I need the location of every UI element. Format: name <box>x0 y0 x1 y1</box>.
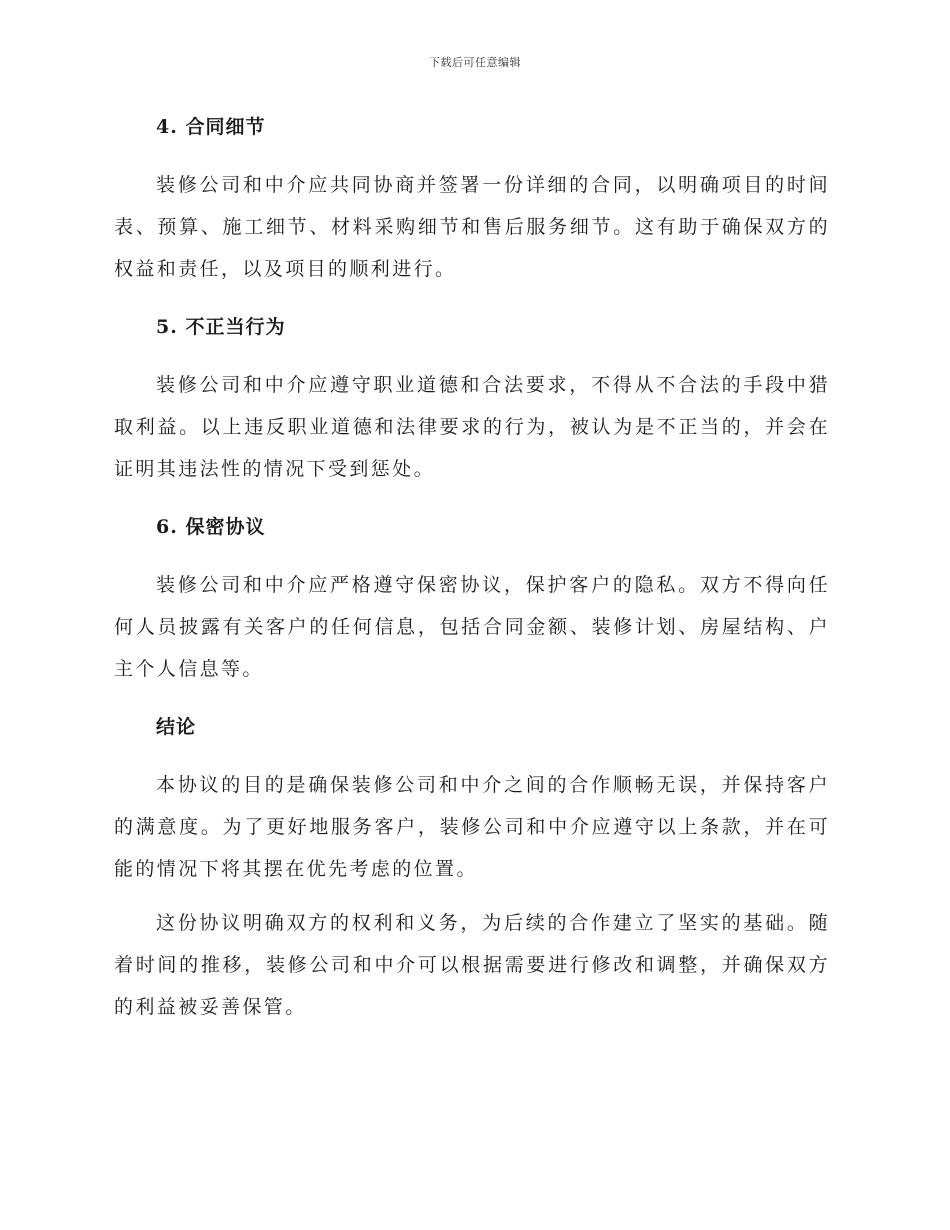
section-heading-improper-conduct: 5. 不正当行为 <box>156 316 286 338</box>
section-heading-confidentiality: 6. 保密协议 <box>156 516 266 538</box>
page-header: 下载后可任意编辑 <box>429 56 521 69</box>
paragraph-conclusion-2: 这份协议明确双方的权利和义务，为后续的合作建立了坚实的基础。随着时间的推移，装修公司和中介可以根据需要进行修改和调整，并确保双方的利益被妥善保管。 <box>114 912 830 1018</box>
paragraph-conclusion-1: 本协议的目的是确保装修公司和中介之间的合作顺畅无误，并保持客户的满意度。为了更好地服务客户，装修公司和中介应遵守以上条款，并在可能的情况下将其摆在优先考虑的位置。 <box>114 774 830 880</box>
document-body <box>114 112 830 1028</box>
section-heading-contract-details: 4. 合同细节 <box>156 116 266 138</box>
section-heading-conclusion: 结论 <box>156 716 197 738</box>
paragraph-contract-details: 装修公司和中介应共同协商并签署一份详细的合同，以明确项目的时间表、预算、施工细节、材料采购细节和售后服务细节。这有助于确保双方的权益和责任，以及项目的顺利进行。 <box>114 174 830 280</box>
paragraph-confidentiality: 装修公司和中介应严格遵守保密协议，保护客户的隐私。双方不得向任何人员披露有关客户的任何信息，包括合同金额、装修计划、房屋结构、户主个人信息等。 <box>114 574 830 680</box>
paragraph-improper-conduct: 装修公司和中介应遵守职业道德和合法要求，不得从不合法的手段中猎取利益。以上违反职业道德和法律要求的行为，被认为是不正当的，并会在证明其违法性的情况下受到惩处。 <box>114 374 830 480</box>
